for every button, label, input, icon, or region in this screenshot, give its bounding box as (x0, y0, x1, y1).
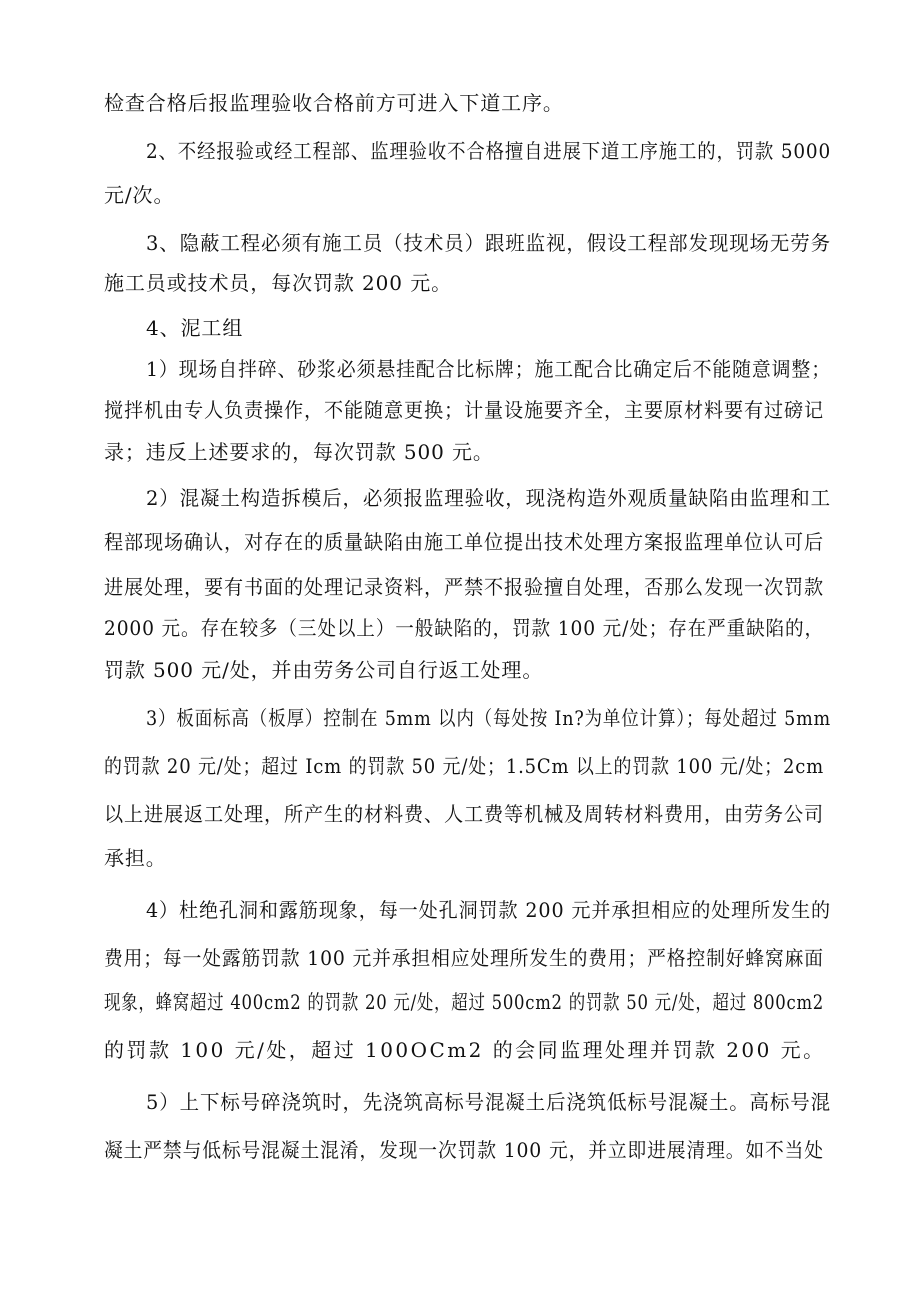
text-line: 以上进展返工处理，所产生的材料费、人工费等机械及周转材料费用，由劳务公司 (104, 802, 824, 826)
text-line: 施工员或技术员，每次罚款 200 元。 (104, 271, 452, 295)
text-line: 3、隐蔽工程必须有施工员（技术员）跟班监视，假设工程部发现现场无劳务 (146, 231, 831, 255)
text-line: 元/次。 (104, 183, 175, 207)
text-line: 的罚款 20 元/处；超过 Icm 的罚款 50 元/处；1.5Cm 以上的罚款 100 元/处；2cm (104, 754, 824, 778)
text-line: 5）上下标号碎浇筑时，先浇筑高标号混凝土后浇筑低标号混凝土。高标号混 (146, 1090, 831, 1114)
text-line: 2）混凝土构造拆模后，必须报监理验收，现浇构造外观质量缺陷由监理和工 (146, 486, 831, 510)
text-line: 凝土严禁与低标号混凝土混淆，发现一次罚款 100 元，并立即进展清理。如不当处 (104, 1138, 824, 1162)
text-line: 检查合格后报监理验收合格前方可进入下道工序。 (104, 91, 564, 115)
text-line: 2000 元。存在较多（三处以上）一般缺陷的，罚款 100 元/处；存在严重缺陷的， (104, 616, 824, 640)
text-line: 4、泥工组 (146, 316, 244, 340)
text-line: 现象，蜂窝超过 400cm2 的罚款 20 元/处，超过 500cm2 的罚款 50 元/处，超过 800cm2 (104, 990, 825, 1014)
text-line: 罚款 500 元/处，并由劳务公司自行返工处理。 (104, 658, 544, 682)
text-line: 3）板面标高（板厚）控制在 5mm 以内（每处按 In?为单位计算）；每处超过 5mm (146, 706, 832, 730)
text-line: 费用；每一处露筋罚款 100 元并承担相应处理所发生的费用；严格控制好蜂窝麻面 (104, 946, 824, 970)
text-line: 4）杜绝孔洞和露筋现象，每一处孔洞罚款 200 元并承担相应的处理所发生的 (146, 898, 832, 922)
text-line: 搅拌机由专人负责操作，不能随意更换；计量设施要齐全，主要原材料要有过磅记 (104, 398, 824, 422)
text-line: 承担。 (104, 846, 167, 870)
text-line: 程部现场确认，对存在的质量缺陷由施工单位提出技术处理方案报监理单位认可后 (104, 530, 824, 554)
text-line: 1）现场自拌碎、砂浆必须悬挂配合比标牌；施工配合比确定后不能随意调整； (146, 357, 831, 381)
text-line: 2、不经报验或经工程部、监理验收不合格擅自进展下道工序施工的，罚款 5000 (146, 139, 832, 163)
text-line: 录；违反上述要求的，每次罚款 500 元。 (104, 440, 494, 464)
text-line: 进展处理，要有书面的处理记录资料，严禁不报验擅自处理，否那么发现一次罚款 (104, 575, 824, 599)
text-line: 的罚款 100 元/处，超过 100OCm2 的会同监理处理并罚款 200 元。 (104, 1038, 826, 1062)
